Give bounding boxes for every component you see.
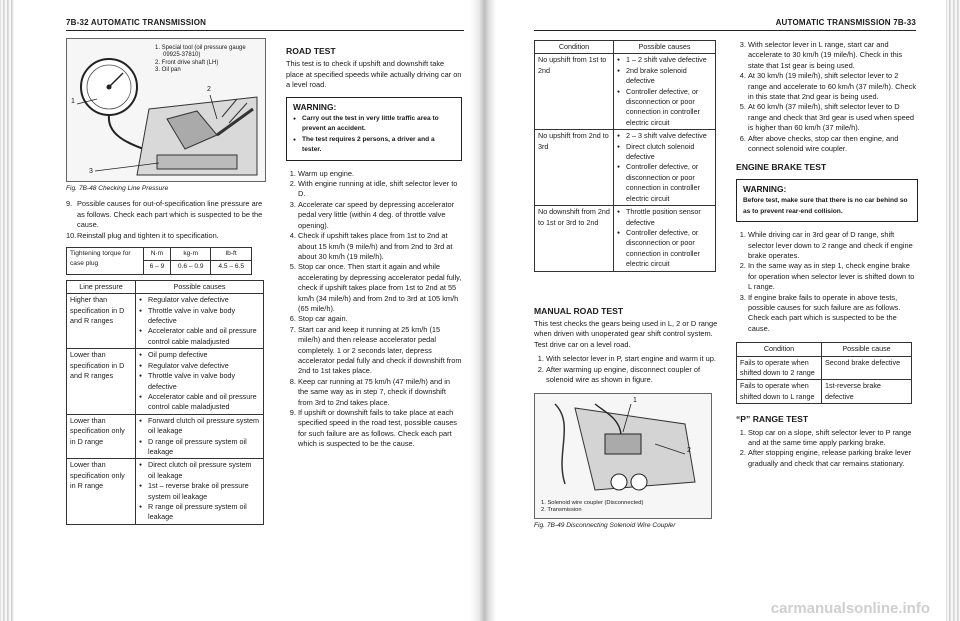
cause-item: ● Direct clutch solenoid defective xyxy=(626,142,712,163)
table-row xyxy=(67,294,264,349)
step-item: 2. In the same way as in step 1, check engine brake for operation when selector lever is shifted down to L range. xyxy=(748,261,918,292)
table-row xyxy=(535,130,716,206)
manual-road-test-intro: This test checks the gears being used in L, 2 or D range when driven with unoperated gear shift control system. Test drive car on a level road. xyxy=(534,318,718,349)
table-row xyxy=(67,349,264,414)
step-text: Reinstall plug and tighten it to specification. xyxy=(77,230,219,240)
watermark: carmanualsonline.info xyxy=(770,600,930,617)
cause-item: ● 1 – 2 shift valve defective xyxy=(626,55,712,65)
left-binding-edge xyxy=(0,0,14,621)
callout-2: 2 xyxy=(207,86,211,93)
causes-cell xyxy=(614,54,716,130)
left-column-1 xyxy=(66,38,266,525)
table-row xyxy=(535,54,716,130)
torque-unit: N·m xyxy=(144,248,171,261)
causes-list xyxy=(617,207,712,269)
figure-legend xyxy=(155,45,246,75)
figure-caption: Fig. 7B-48 Checking Line Pressure xyxy=(66,185,169,192)
pressure-gauge-figure xyxy=(66,38,266,182)
table-row xyxy=(737,356,912,380)
right-column-2 xyxy=(736,40,918,469)
step-9 xyxy=(66,199,266,230)
step-item: 4. Check if upshift takes place from 1st to 2nd at about 15 km/h (9 mile/h) and from 2nd to 3rd at about 30 km/h (19 mile/h). xyxy=(298,231,462,262)
step-item: 1. Warm up engine. xyxy=(298,169,462,179)
torque-value: 6 – 9 xyxy=(144,261,171,274)
road-test-warning xyxy=(286,97,462,161)
table-header: Possible cause xyxy=(822,343,912,356)
condition-cell: Fails to operate when shifted down to L range xyxy=(737,380,822,404)
cause-item: ● Throttle valve in valve body defective xyxy=(148,371,260,392)
torque-label: Tightening torque for case plug xyxy=(67,248,144,275)
cause-cell: 1st-reverse brake defective xyxy=(822,380,912,404)
legend-line-1: 1. Special tool (oil pressure gauge xyxy=(155,45,246,51)
torque-value: 4.5 – 6.5 xyxy=(211,261,252,274)
condition-cell: Fails to operate when shifted down to 2 range xyxy=(737,356,822,380)
causes-cell xyxy=(614,130,716,206)
legend-line-2: 2. Transmission xyxy=(541,507,582,514)
engine-brake-table xyxy=(736,342,912,404)
shift-failure-table xyxy=(534,40,716,272)
solenoid-coupler-figure xyxy=(534,393,712,519)
causes-cell xyxy=(136,414,264,459)
torque-value: 0.6 – 0.9 xyxy=(170,261,211,274)
cause-item: ● Accelerator cable and oil pressure control cable maladjusted xyxy=(148,326,260,347)
cause-item: ● Controller defective, or disconnection or poor connection in controller electric circuit xyxy=(626,87,712,129)
table-header: Line pressure xyxy=(67,280,136,293)
causes-cell xyxy=(136,349,264,414)
road-test-intro: This test is to check if upshift and downshift take place at specified speeds while actually driving car on a level road. xyxy=(286,59,462,90)
causes-list xyxy=(617,131,712,204)
step-item: 1. While driving car in 3rd gear of D range, shift selector lever down to 2 range and check if engine brake operates. xyxy=(748,230,918,261)
cause-item: ● Regulator valve defective xyxy=(148,295,260,305)
step-number: 9. xyxy=(66,199,73,209)
callout-3: 3 xyxy=(89,168,93,175)
cause-item: ● Throttle position sensor defective xyxy=(626,207,712,228)
table-row xyxy=(737,380,912,404)
step-item: 6. Stop car again. xyxy=(298,314,462,324)
step-item: 2. After stopping engine, release parking brake lever gradually and check that car remains stationary. xyxy=(748,448,918,469)
legend-line-4: 3. Oil pan xyxy=(155,67,181,74)
cause-item: ● R range oil pressure system oil leakage xyxy=(148,502,260,523)
table-header: Possible causes xyxy=(614,41,716,54)
table-header: Condition xyxy=(535,41,614,54)
warning-title: WARNING: xyxy=(293,101,337,112)
step-item: 5. Stop car once. Then start it again and while accelerating by depressing accelerator pedal fully, check if upshift takes place from 1st to 2nd at 55 km/h (34 mile/h) and from 2nd to 3rd at 105 km/h (65 mile/h). xyxy=(298,262,462,314)
figure-caption: Fig. 7B-49 Disconnecting Solenoid Wire Coupler xyxy=(534,522,676,530)
causes-list xyxy=(139,416,260,458)
causes-cell xyxy=(136,294,264,349)
road-test-title: ROAD TEST xyxy=(286,46,336,56)
condition-cell: Lower than specification only in R range xyxy=(67,459,136,524)
cause-item: ● Direct clutch oil pressure system oil leakage xyxy=(148,460,260,481)
torque-unit: lb-ft xyxy=(211,248,252,261)
cause-item: ● Controller defective, or disconnection or poor connection in controller electric circuit xyxy=(626,162,712,204)
manual-road-test-title: MANUAL ROAD TEST xyxy=(534,305,624,316)
engine-brake-title: ENGINE BRAKE TEST xyxy=(736,162,827,173)
torque-unit: kg-m xyxy=(170,248,211,261)
causes-list xyxy=(617,55,712,128)
callout-2: 2 xyxy=(687,447,691,455)
table-row xyxy=(67,459,264,524)
step-item: 9. If upshift or downshift fails to take place at each specified speed in the road test, possible causes for such failure are as follows. Check each part which is suspected to be the cause. xyxy=(298,408,462,450)
step-item: 6. After above checks, stop car then engine, and connect solenoid wire coupler. xyxy=(748,134,918,155)
step-item: 8. Keep car running at 75 km/h (47 mile/h) and in the same way as in step 7, check if downshift from 3rd to 2nd takes place. xyxy=(298,377,462,408)
cause-item: ● 2nd brake solenoid defective xyxy=(626,66,712,87)
warning-title: WARNING: xyxy=(743,183,787,194)
table-row xyxy=(535,206,716,271)
step-item: 3. With selector lever in L range, start car and accelerate to 30 km/h (19 mile/h). Check in this state that 1st gear is being used. xyxy=(748,40,918,71)
condition-cell: No upshift from 2nd to 3rd xyxy=(535,130,614,206)
p-range-title: “P” RANGE TEST xyxy=(736,414,809,425)
torque-table xyxy=(66,247,252,275)
legend-line-3: 2. Front drive shaft (LH) xyxy=(155,59,219,66)
left-header-rule xyxy=(66,30,464,31)
road-test-steps xyxy=(286,169,462,450)
center-gutter xyxy=(470,0,496,621)
engine-brake-steps xyxy=(736,230,918,334)
callout-1: 1 xyxy=(71,98,75,105)
warning-text: Before test, make sure that there is no car behind so as to prevent rear-end collision. xyxy=(743,197,908,215)
step-number: 10. xyxy=(66,230,77,240)
step-10 xyxy=(66,231,266,241)
step-text: Possible causes for out-of-specification line pressure are as follows. Check each part which is suspected to be the cause. xyxy=(77,199,263,230)
right-header-rule xyxy=(534,30,916,31)
right-column-1 xyxy=(534,40,718,532)
manual-road-test-steps-continued xyxy=(736,40,918,154)
causes-cell xyxy=(136,459,264,524)
engine-brake-warning xyxy=(736,179,918,222)
cause-item: ● Regulator valve defective xyxy=(148,361,260,371)
cause-item: ● Controller defective, or disconnection or poor connection in controller electric circuit xyxy=(626,228,712,270)
legend-line-1: 1. Solenoid wire coupler (Disconnected) xyxy=(541,500,644,507)
condition-cell: Lower than specification in D and R ranges xyxy=(67,349,136,414)
cause-item: ● Oil pump defective xyxy=(148,350,260,360)
cause-item: ● Throttle valve in valve body defective xyxy=(148,306,260,327)
right-binding-edge xyxy=(946,0,960,621)
condition-cell: Lower than specification only in D range xyxy=(67,414,136,459)
right-page-header: AUTOMATIC TRANSMISSION 7B-33 xyxy=(775,18,916,27)
condition-cell: No downshift from 2nd to 1st or 3rd to 2nd xyxy=(535,206,614,271)
step-item: 2. After warming up engine, disconnect coupler of solenoid wire as shown in figure. xyxy=(546,365,718,386)
step-item: 5. At 60 km/h (37 mile/h), shift selector lever to D range and check that 3rd gear is used when speed is higher than 60 km/h (37 mile/h). xyxy=(748,102,918,133)
cause-item: ● D range oil pressure system oil leakage xyxy=(148,437,260,458)
warning-list xyxy=(293,114,455,156)
left-page-header: 7B-32 AUTOMATIC TRANSMISSION xyxy=(66,18,207,27)
table-header: Possible causes xyxy=(136,280,264,293)
p-range-steps xyxy=(736,428,918,470)
step-item: 4. At 30 km/h (19 mile/h), shift selector lever to 2 range and accelerate to 60 km/h (37 mile/h). Check in this state that 2nd gear is being used. xyxy=(748,71,918,102)
callout-1: 1 xyxy=(633,397,637,405)
warning-item: ● Carry out the test in very little traffic area to prevent an accident. xyxy=(302,114,455,135)
legend-line-2: 09925-37810) xyxy=(163,52,201,59)
condition-cell: Higher than specification in D and R ranges xyxy=(67,294,136,349)
table-header: Condition xyxy=(737,343,822,356)
step-item: 7. Start car and keep it running at 25 km/h (15 mile/h) and then release accelerator pedal completely. 1 or 2 seconds later, depress accelerator pedal fully and check if downshift from 2nd to 1st takes place. xyxy=(298,325,462,377)
cause-item: ● Forward clutch oil pressure system oil leakage xyxy=(148,416,260,437)
condition-cell: No upshift from 1st to 2nd xyxy=(535,54,614,130)
causes-list xyxy=(139,295,260,347)
cause-item: ● 1st – reverse brake oil pressure system oil leakage xyxy=(148,481,260,502)
left-column-2 xyxy=(286,46,462,450)
figure-legend xyxy=(541,500,643,514)
cause-item: ● Accelerator cable and oil pressure control cable maladjusted xyxy=(148,392,260,413)
line-pressure-table xyxy=(66,280,264,525)
causes-list xyxy=(139,460,260,522)
table-row xyxy=(67,414,264,459)
step-item: 2. With engine running at idle, shift selector lever to D. xyxy=(298,179,462,200)
cause-cell: Second brake defective xyxy=(822,356,912,380)
step-item: 3. Accelerate car speed by depressing accelerator pedal very little (within 4 deg. of throttle valve opening). xyxy=(298,200,462,231)
cause-item: ● 2 – 3 shift valve defective xyxy=(626,131,712,141)
warning-item: ● The test requires 2 persons, a driver and a tester. xyxy=(302,135,455,156)
causes-cell xyxy=(614,206,716,271)
causes-list xyxy=(139,350,260,412)
step-item: 3. If engine brake fails to operate in above tests, possible causes for such failure are as follows. Check each part which is suspected to be the cause. xyxy=(748,293,918,335)
manual-road-test-steps xyxy=(534,354,718,385)
step-item: 1. With selector lever in P, start engine and warm it up. xyxy=(546,354,718,364)
step-item: 1. Stop car on a slope, shift selector lever to P range and at the same time apply parking brake. xyxy=(748,428,918,449)
